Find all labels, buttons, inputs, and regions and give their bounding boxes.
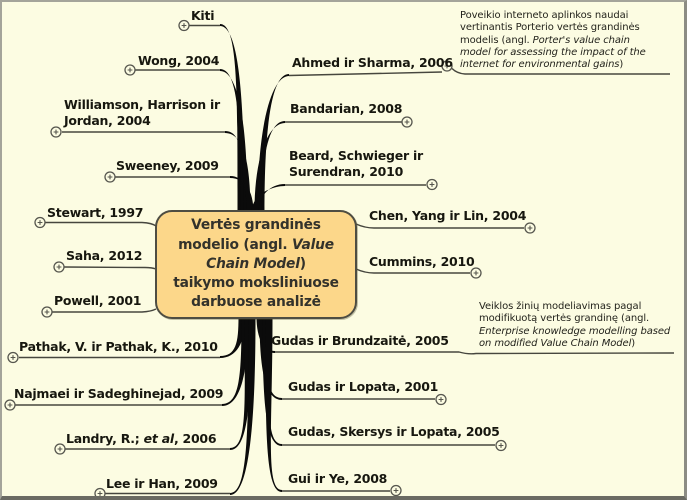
expand-collapse-icon[interactable] [179, 21, 189, 31]
node-powell-2001[interactable]: Powell, 2001 [54, 293, 142, 308]
expand-collapse-icon[interactable] [391, 486, 401, 496]
expand-collapse-icon[interactable] [105, 172, 115, 182]
expand-collapse-icon[interactable] [95, 489, 105, 499]
expand-collapse-icon[interactable] [5, 400, 15, 410]
node-sweeney-2009[interactable]: Sweeney, 2009 [116, 158, 219, 173]
central-topic-line: taikymo moksliniuose [173, 275, 339, 292]
node-beard-schwieger-surendran-2010[interactable]: Beard, Schwieger ir Surendran, 2010 [289, 148, 423, 179]
connector-line-gudas-brundzaite [275, 352, 674, 354]
expand-collapse-icon[interactable] [427, 180, 437, 190]
expand-collapse-icon[interactable] [55, 444, 65, 454]
central-topic-line: Vertės grandinės [191, 217, 321, 234]
central-topic-line: Chain Model) [206, 255, 306, 272]
node-cummins-2010[interactable]: Cummins, 2010 [369, 254, 475, 269]
node-bandarian-2008[interactable]: Bandarian, 2008 [290, 101, 403, 116]
node-gudas-skersys-lopata-2005[interactable]: Gudas, Skersys ir Lopata, 2005 [288, 424, 500, 439]
connector-line-saha [64, 267, 156, 269]
node-wong-2004[interactable]: Wong, 2004 [138, 53, 220, 68]
node-chen-yang-lin-2004[interactable]: Chen, Yang ir Lin, 2004 [369, 208, 527, 223]
node-williamson-harrison-jordan-2004[interactable]: Williamson, Harrison ir Jordan, 2004 [64, 97, 220, 128]
central-topic-line: darbuose analizė [191, 294, 321, 311]
note-porter-value-chain: Poveikio interneto aplinkos naudai vertinantis Porterio vertės grandinės modelis (angl. Porter's value chain model for assessing the impact of the internet for environmental gains) [460, 10, 646, 71]
branch-wong-curve [220, 69, 248, 212]
expand-collapse-icon[interactable] [42, 307, 52, 317]
expand-collapse-icon[interactable] [436, 395, 446, 405]
node-gudas-brundzaite-2005[interactable]: Gudas ir Brundzaitė, 2005 [271, 333, 449, 348]
node-kiti[interactable]: Kiti [191, 8, 215, 23]
expand-collapse-icon[interactable] [35, 218, 45, 228]
connector-line-powell [52, 309, 156, 312]
branch-najmaei-curve [222, 317, 249, 406]
connector-line-chen [356, 224, 524, 228]
node-najmaei-sadeghinejad-2009[interactable]: Najmaei ir Sadeghinejad, 2009 [14, 386, 224, 401]
node-lee-han-2009[interactable]: Lee ir Han, 2009 [106, 476, 218, 491]
expand-collapse-icon[interactable] [125, 65, 135, 75]
node-pathak-pathak-2010[interactable]: Pathak, V. ir Pathak, K., 2010 [19, 339, 218, 354]
connector-line-stewart [45, 223, 156, 227]
branch-ahmed-curve [258, 74, 290, 212]
node-gui-ye-2008[interactable]: Gui ir Ye, 2008 [288, 471, 388, 486]
expand-collapse-icon[interactable] [525, 223, 535, 233]
expand-collapse-icon[interactable] [496, 441, 506, 451]
node-ahmed-sharma-2006[interactable]: Ahmed ir Sharma, 2006 [292, 55, 453, 70]
central-topic-line: modelio (angl. Value [178, 236, 334, 253]
expand-collapse-icon[interactable] [471, 268, 481, 278]
expand-collapse-icon[interactable] [51, 127, 61, 137]
node-gudas-lopata-2001[interactable]: Gudas ir Lopata, 2001 [288, 379, 439, 394]
expand-collapse-icon[interactable] [8, 353, 18, 363]
node-landry-etal-2006[interactable]: Landry, R.; et al, 2006 [66, 431, 217, 446]
expand-collapse-icon[interactable] [402, 117, 412, 127]
connector-line-cummins [356, 269, 470, 273]
connector-line-ahmed [289, 72, 442, 76]
node-saha-2012[interactable]: Saha, 2012 [66, 248, 143, 263]
note-enterprise-knowledge: Veiklos žinių modeliavimas pagal modifikuotą vertės grandinę (angl. Enterprise knowledge modelling based on modified Value Chain Model) [479, 301, 671, 349]
node-stewart-1997[interactable]: Stewart, 1997 [47, 205, 144, 220]
central-topic[interactable] [155, 210, 357, 319]
expand-collapse-icon[interactable] [54, 262, 64, 272]
